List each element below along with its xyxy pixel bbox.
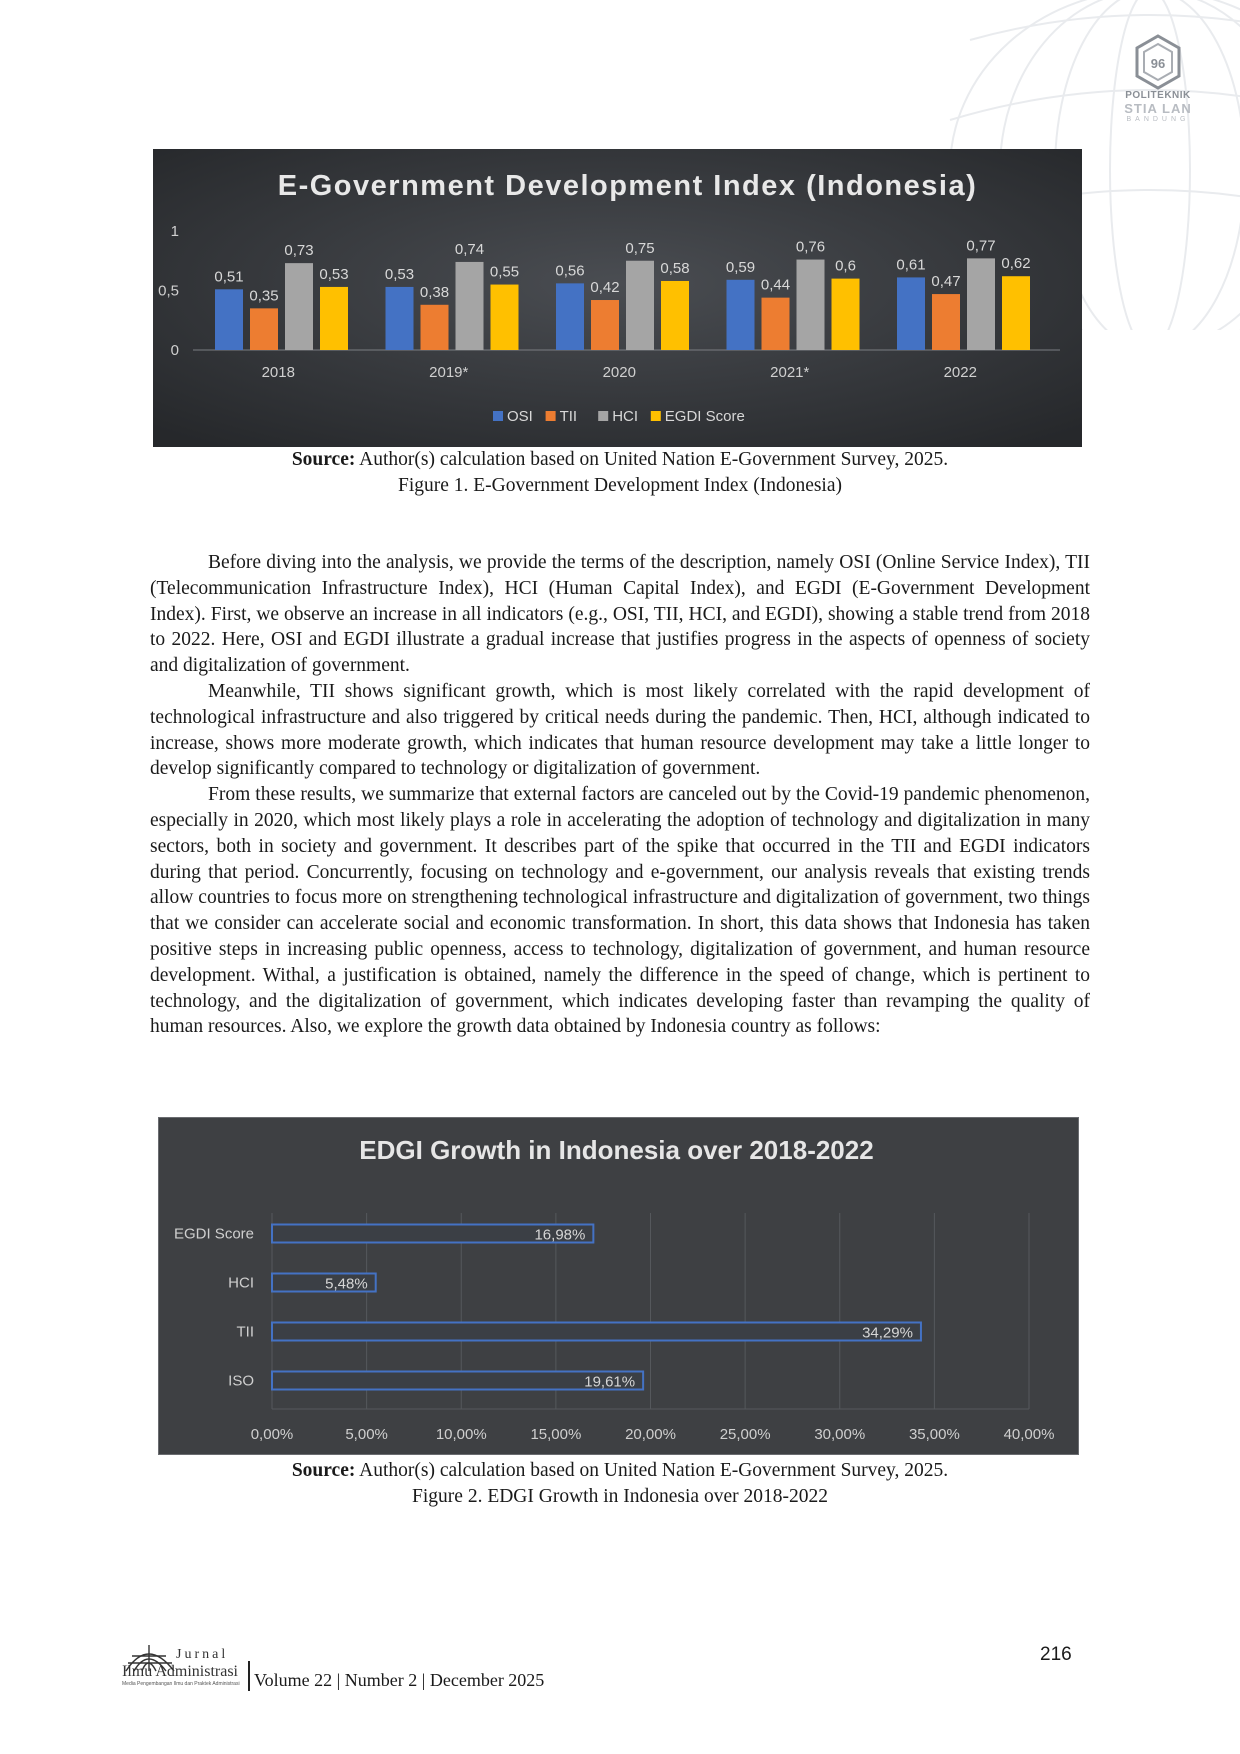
bar-data-label: 19,61% [584, 1373, 636, 1391]
legend-swatch-tii [546, 411, 556, 421]
bar-egdi-score [1002, 276, 1030, 350]
paragraph-2: Meanwhile, TII shows significant growth, which is most likely correlated with the rapid development of technological infrastructure and also triggered by critical needs during the pandemic. Then, HCI, although indicated to increase, shows more moderate growth, which indicates that human resource development may take a little longer to develop significantly compared to technology or digitalization of government. [150, 680, 1090, 780]
y-tick-label: 1 [170, 223, 179, 240]
bar-data-label: 0,44 [760, 276, 791, 294]
journal-logo [122, 1643, 252, 1691]
y-category-label: HCI [228, 1274, 254, 1292]
logo-line-2: STIA LAN [1124, 101, 1192, 116]
bar-hci [967, 258, 995, 350]
bar-hci [285, 263, 313, 350]
bar-tii [932, 294, 960, 350]
legend-swatch-osi [493, 411, 503, 421]
bar-tii [591, 300, 619, 350]
bar-data-label: 0,6 [835, 257, 856, 275]
bar-data-label: 34,29% [862, 1324, 913, 1342]
bar-data-label: 0,53 [384, 265, 415, 283]
bar-egdi-score [320, 287, 348, 350]
legend-label: OSI [507, 408, 533, 425]
bar-data-label: 0,42 [590, 279, 620, 297]
x-tick-label: 2020 [602, 364, 636, 381]
bar-osi [215, 289, 243, 350]
bar-data-label: 5,48% [325, 1275, 368, 1293]
bar-egdi-score [661, 281, 689, 350]
x-tick-label: 40,00% [1003, 1426, 1055, 1443]
x-tick-label: 0,00% [250, 1426, 294, 1443]
bar-data-label: 0,77 [966, 237, 996, 255]
bar-data-label: 0,56 [555, 262, 585, 280]
y-category-label: TII [236, 1323, 254, 1341]
bar-hci [456, 262, 484, 350]
chart2-title: EDGI Growth in Indonesia over 2018-2022 [359, 1135, 874, 1165]
hexagon-emblem-icon [1134, 34, 1182, 90]
x-tick-label: 10,00% [435, 1426, 487, 1443]
figure1-caption [150, 447, 1090, 499]
x-tick-label: 5,00% [345, 1426, 388, 1443]
x-tick-label: 2018 [261, 364, 295, 381]
x-tick-label: 2022 [943, 364, 977, 381]
x-tick-label: 2021* [770, 364, 810, 381]
bar-data-label: 0,58 [660, 259, 690, 277]
footer-divider [248, 1661, 250, 1691]
figure2-title: Figure 2. EDGI Growth in Indonesia over 2018-2022 [412, 1486, 828, 1507]
chart1-title: E-Government Development Index (Indonesia) [277, 170, 978, 202]
figure1-source-label: Source: [291, 449, 356, 470]
x-tick-label: 20,00% [625, 1426, 676, 1443]
growth-chart [158, 1117, 1079, 1460]
paragraph-3: From these results, we summarize that external factors are canceled out by the Covid-19 pandemic phenomenon, especially in 2020, which most likely plays a role in accelerating the adoption of technology and digitalization in many sectors, both in society and government. It describes part of the spike that occurred in the TII and EGDI indicators during that period. Concurrently, focusing on technology and e-government, our analysis reveals that existing trends allow countries to focus more on strengthening technological infrastructure and digitalization of government, two things that we consider can accelerate social and economic transformation. In short, this data shows that Indonesia has taken positive steps in increasing public openness, access to technology, digitalization of government, and human resource development. Withal, a justification is obtained, namely the difference in the speed of change, which is pertinent to technology, and the digitalization of government, which indicates developing faster than revamping the quality of human resources. Also, we explore the growth data obtained by Indonesia country as follows: [150, 784, 1090, 1038]
bar-data-label: 0,35 [249, 287, 279, 305]
legend-swatch-hci [598, 411, 608, 421]
growth-chart-svg [158, 1117, 1079, 1455]
legend-label: EGDI Score [664, 408, 745, 425]
institution-logo [1108, 34, 1208, 124]
bar-data-label: 0,55 [489, 263, 520, 281]
bar-osi [897, 277, 925, 350]
y-category-label: EGDI Score [173, 1225, 254, 1243]
svg-text:96: 96 [1150, 56, 1166, 71]
bar-egdi-score [832, 279, 860, 350]
bar-data-label: 0,53 [319, 265, 349, 283]
bar-osi [556, 283, 584, 350]
bar-data-label: 0,47 [931, 273, 961, 291]
bar-hci [626, 261, 654, 350]
bar-osi [727, 280, 755, 350]
figure2-source-label: Source: [291, 1460, 356, 1481]
bar-data-label: 0,73 [284, 242, 314, 260]
journal-tagline: Media Pengembangan Ilmu dan Praktek Administrasi [122, 1681, 240, 1687]
bar-hci [797, 260, 825, 350]
paragraph-1: Before diving into the analysis, we provide the terms of the description, namely OSI (Online Service Index), TII (Telecommunication Infrastructure Index), HCI (Human Capital Index), and EGDI (E-Government Development Index). First, we observe an increase in all indicators (e.g., OSI, TII, HCI, and EGDI), showing a stable trend from 2018 to 2022. Here, OSI and EGDI illustrate a gradual increase that justifies progress in the aspects of openness of society and digitalization of government. [150, 552, 1090, 677]
figure1-title: Figure 1. E-Government Development Index (Indonesia) [397, 475, 843, 496]
figure2-source-text: Author(s) calculation based on United Nation E-Government Survey, 2025. [355, 1460, 949, 1481]
y-tick-label: 0 [170, 342, 179, 359]
bar-data-label: 0,74 [454, 240, 485, 258]
bar-data-label: 16,98% [534, 1226, 586, 1244]
logo-line-3: BANDUNG [1126, 116, 1190, 123]
bar-tii [272, 1323, 921, 1341]
bar-tii [250, 308, 278, 350]
legend-label: HCI [612, 408, 639, 425]
volume-info: Volume 22 | Number 2 | December 2025 [254, 1670, 545, 1690]
bar-data-label: 0,59 [725, 258, 756, 276]
legend-swatch-egdi-score [651, 411, 661, 421]
x-tick-label: 25,00% [719, 1426, 771, 1443]
x-tick-label: 35,00% [908, 1426, 960, 1443]
bar-data-label: 0,76 [795, 238, 826, 256]
y-tick-label: 0,5 [158, 282, 179, 300]
bar-data-label: 0,51 [214, 268, 244, 286]
bar-tii [762, 298, 790, 350]
figure2-caption [150, 1458, 1090, 1510]
bar-tii [421, 305, 449, 350]
chart1-legend [493, 408, 745, 425]
y-category-label: ISO [228, 1372, 254, 1390]
bar-data-label: 0,75 [625, 239, 655, 257]
bar-osi [386, 287, 414, 350]
journal-name: Ilmu Administrasi [122, 1663, 238, 1680]
egdi-chart-svg [153, 149, 1082, 447]
body-text [150, 550, 1090, 1040]
bar-data-label: 0,61 [896, 256, 926, 274]
journal-word: Jurnal [176, 1647, 229, 1662]
egdi-chart [153, 149, 1082, 452]
legend-label: TII [559, 408, 578, 425]
x-tick-label: 2019* [429, 364, 469, 381]
logo-line-1: POLITEKNIK [1125, 90, 1191, 101]
bar-egdi-score [491, 285, 519, 350]
x-tick-label: 15,00% [530, 1426, 582, 1443]
x-tick-label: 30,00% [814, 1426, 866, 1443]
figure1-source-text: Author(s) calculation based on United Nation E-Government Survey, 2025. [355, 449, 949, 470]
page-number: 216 [1040, 1644, 1072, 1665]
bar-data-label: 0,38 [419, 283, 450, 301]
bar-data-label: 0,62 [1001, 255, 1031, 273]
